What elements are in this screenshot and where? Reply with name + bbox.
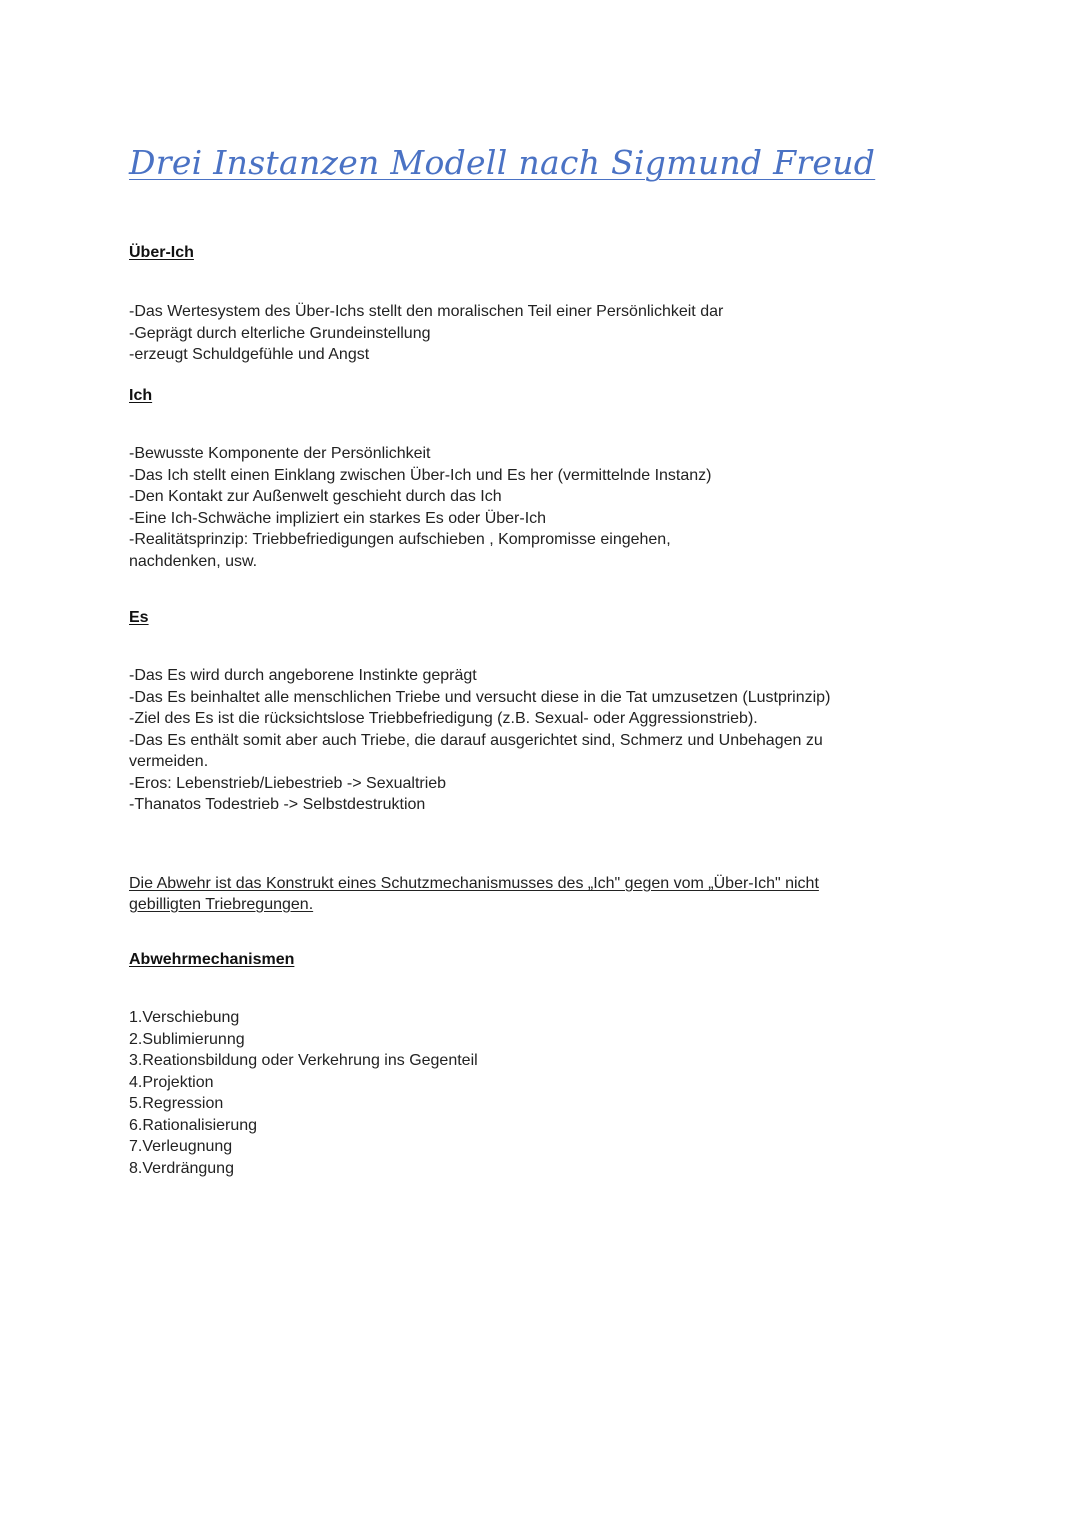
text-line: Die Abwehr ist das Konstrukt eines Schutzmechanismusses des „Ich" gegen vom „Über-Ich" nicht xyxy=(129,875,819,892)
text-line: -Den Kontakt zur Außenwelt geschieht durch das Ich xyxy=(129,488,502,505)
text-line: vermeiden. xyxy=(129,753,209,770)
text-line: -Das Es enthält somit aber auch Triebe, die darauf ausgerichtet sind, Schmerz und Unbehagen zu xyxy=(129,731,823,749)
text-line: -Das Wertesystem des Über-Ichs stellt den moralischen Teil einer Persönlichkeit dar xyxy=(129,303,724,320)
text-line: -Ziel des Es ist die rücksichtslose Triebbefriedigung (z.B. Sexual- oder Aggressionstrieb). xyxy=(129,710,758,727)
document-title: Drei Instanzen Modell nach Sigmund Freud xyxy=(129,143,876,182)
text-line: gebilligten Triebregungen. xyxy=(129,896,314,913)
text-line: -Eine Ich-Schwäche impliziert ein starkes Es oder Über-Ich xyxy=(129,509,547,527)
text-line: -Bewusste Komponente der Persönlichkeit xyxy=(129,445,431,462)
abwehr-definition xyxy=(129,873,899,915)
list-item: 6.Rationalisierung xyxy=(129,1116,258,1134)
text-line: -Das Es wird durch angeborene Instinkte geprägt xyxy=(129,667,477,684)
text-line: -Das Es beinhaltet alle menschlichen Triebe und versucht diese in die Tat umzusetzen (Lustprinzip) xyxy=(129,688,831,706)
list-item: 1.Verschiebung xyxy=(129,1009,240,1026)
list-item: 7.Verleugnung xyxy=(129,1138,233,1155)
text-line: -Realitätsprinzip: Triebbefriedigungen aufschieben , Kompromisse eingehen, xyxy=(129,531,671,548)
list-item: 3.Reationsbildung oder Verkehrung ins Gegenteil xyxy=(129,1052,478,1069)
list-item: 2.Sublimierunng xyxy=(129,1030,245,1048)
text-line: nachdenken, usw. xyxy=(129,552,258,570)
text-line: -Thanatos Todestrieb -> Selbstdestruktion xyxy=(129,796,426,813)
heading-ueber-ich: Über-Ich xyxy=(129,244,194,261)
text-line: -Geprägt durch elterliche Grundeinstellung xyxy=(129,324,431,342)
text-line: -Eros: Lebenstrieb/Liebestrieb -> Sexualtrieb xyxy=(129,774,447,792)
heading-ich: Ich xyxy=(129,387,153,404)
list-item: 4.Projektion xyxy=(129,1073,214,1091)
list-item: 5.Regression xyxy=(129,1095,224,1112)
ueber-ich-text xyxy=(129,301,909,366)
text-line: -Das Ich stellt einen Einklang zwischen Über-Ich und Es her (vermittelnde Instanz) xyxy=(129,466,712,484)
abwehrmechanismen-list xyxy=(129,1007,909,1179)
ich-text xyxy=(129,443,909,572)
text-line: -erzeugt Schuldgefühle und Angst xyxy=(129,346,370,363)
es-text xyxy=(129,665,909,816)
heading-es: Es xyxy=(129,609,149,626)
heading-abwehrmechanismen: Abwehrmechanismen xyxy=(129,951,295,968)
list-item: 8.Verdrängung xyxy=(129,1159,234,1177)
